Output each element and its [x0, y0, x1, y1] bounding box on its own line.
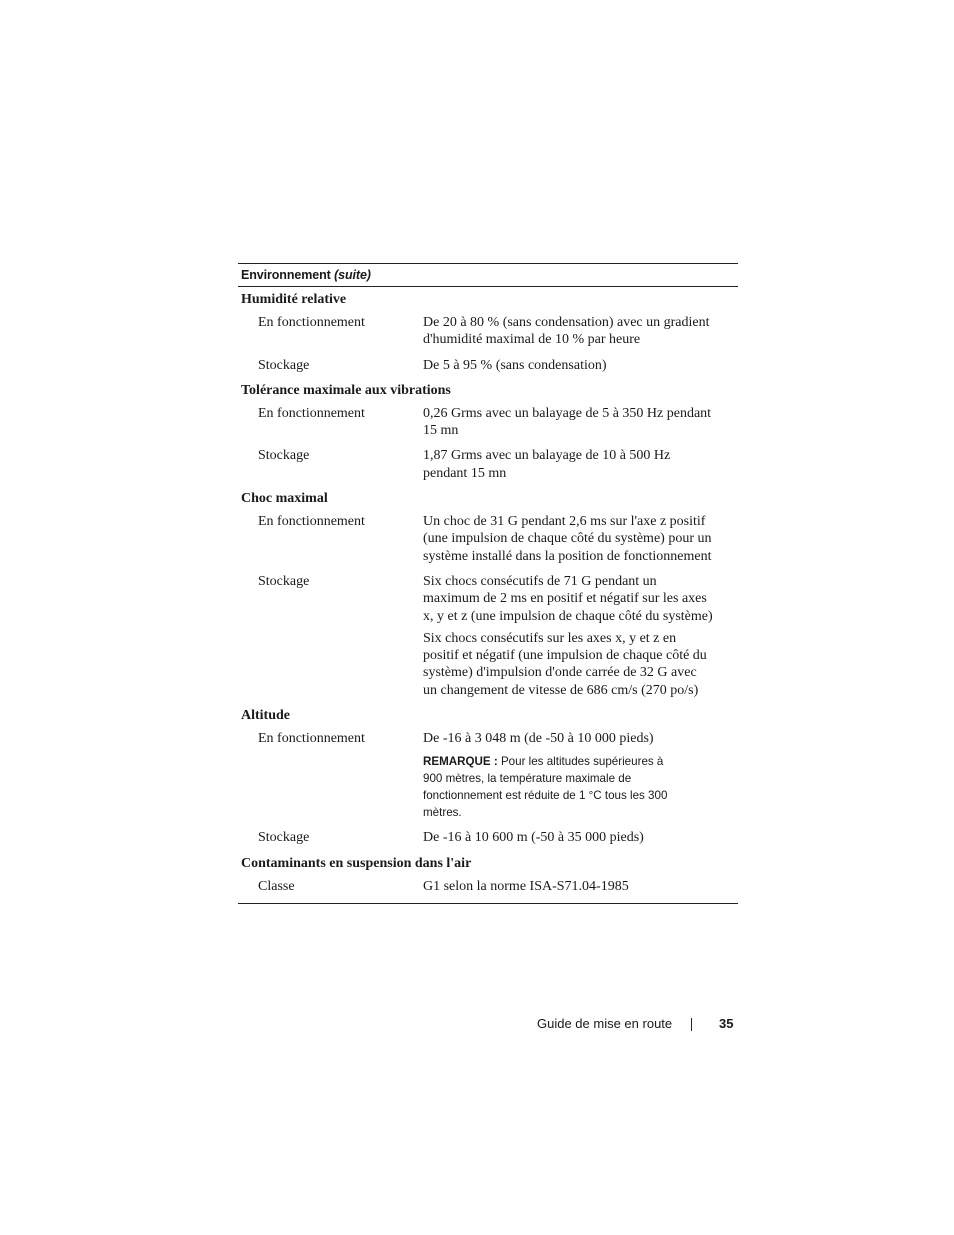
row-label: En fonctionnement [258, 315, 365, 330]
table-row [238, 401, 738, 444]
row-label: En fonctionnement [258, 405, 365, 421]
page-number: 35 [719, 1016, 734, 1031]
table-row [238, 825, 738, 850]
environment-spec-table [238, 263, 738, 904]
table-row [238, 874, 738, 899]
row-value [423, 405, 713, 440]
table-row [238, 509, 738, 569]
note [423, 753, 683, 821]
value-paragraph: De 20 à 80 % (sans condensation) avec un gradient d'humidité maximal de 10 % par heure [423, 315, 710, 348]
row-value [423, 829, 713, 846]
section-title: Tolérance maximale aux vibrations [241, 382, 451, 398]
row-value [423, 513, 713, 565]
row-label: En fonctionnement [258, 731, 365, 747]
row-value [423, 878, 713, 895]
footer-separator [691, 1018, 692, 1031]
note-label: REMARQUE : [423, 755, 498, 769]
row-label: Classe [258, 878, 295, 894]
row-value [423, 730, 713, 821]
value-paragraph: De -16 à 3 048 m (de -50 à 10 000 pieds) [423, 731, 654, 747]
note-text: Pour les altitudes supérieures à 900 mètres, la température maximale de fonctionnement est réduite de 1 °C tous les 300 mètres. [423, 755, 668, 820]
value-paragraph: G1 selon la norme ISA-S71.04-1985 [423, 878, 629, 894]
table-header-title: Environnement [241, 268, 331, 282]
value-paragraph: 1,87 Grms avec un balayage de 10 à 500 Hz pendant 15 mn [423, 448, 671, 481]
section-title: Choc maximal [241, 491, 328, 507]
row-label: Stockage [258, 573, 310, 589]
table-row [238, 569, 738, 703]
footer-guide-title: Guide de mise en route [537, 1016, 673, 1031]
page-footer [537, 1016, 737, 1036]
row-label: Stockage [258, 448, 310, 464]
value-paragraph: Un choc de 31 G pendant 2,6 ms sur l'axe z positif (une impulsion de chaque côté du système) pour un système installé dans la position de fonctionnement [423, 514, 712, 564]
row-label: En fonctionnement [258, 514, 365, 530]
section-title: Altitude [241, 708, 290, 724]
row-label: Stockage [258, 830, 310, 846]
row-value [423, 357, 713, 374]
value-paragraph: De 5 à 95 % (sans condensation) [423, 357, 607, 373]
table-bottom-rule [238, 903, 738, 904]
row-value [423, 573, 713, 699]
value-paragraph: De -16 à 10 600 m (-50 à 35 000 pieds) [423, 830, 644, 846]
section-title: Contaminants en suspension dans l'air [241, 855, 472, 871]
value-paragraph: Six chocs consécutifs de 71 G pendant un maximum de 2 ms en positif et négatif sur les axes x, y et z (une impulsion de chaque côté du système) [423, 573, 713, 624]
row-value [423, 447, 713, 482]
section-title: Humidité relative [241, 292, 347, 307]
value-paragraph: Six chocs consécutifs sur les axes x, y et z en positif et négatif (une impulsion de chaque côté du système) d'impulsion d'onde carrée de 32 G avec un changement de vitesse de 686 cm/s (270 po/s) [423, 630, 707, 698]
row-label: Stockage [258, 357, 310, 373]
table-body [238, 287, 738, 899]
table-row [238, 726, 738, 825]
row-value [423, 314, 713, 349]
table-row [238, 353, 738, 378]
table-row [238, 443, 738, 486]
table-header-suffix: (suite) [334, 268, 371, 282]
table-header [238, 264, 738, 287]
value-paragraph: 0,26 Grms avec un balayage de 5 à 350 Hz pendant 15 mn [423, 405, 712, 439]
table-row [238, 310, 738, 353]
